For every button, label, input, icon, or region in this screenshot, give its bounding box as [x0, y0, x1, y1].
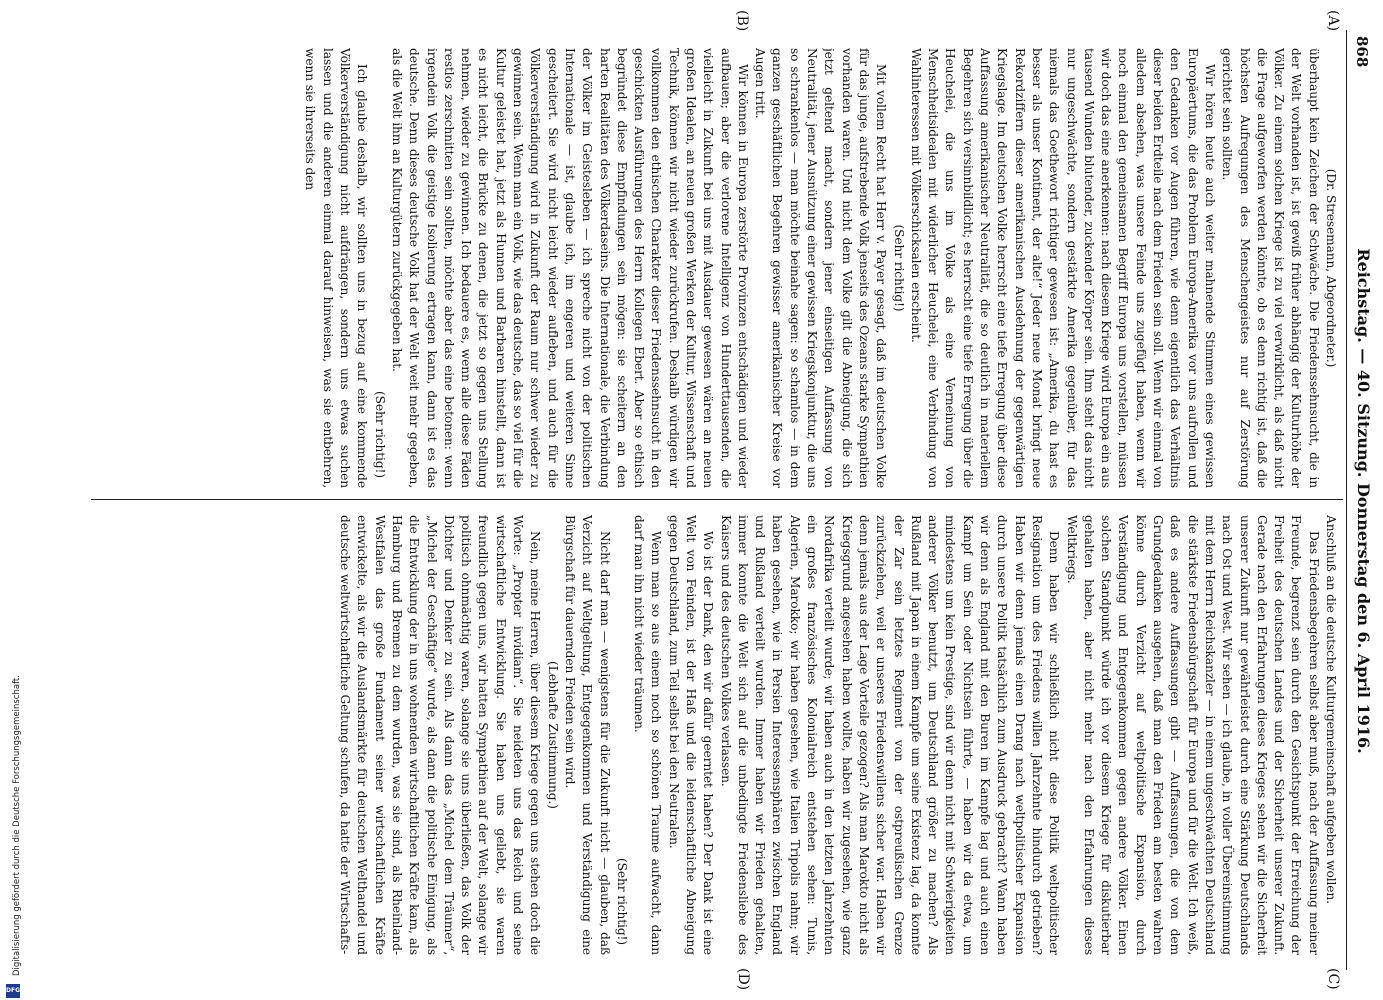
- paragraph: Das Friedensbegehren selbst aber muß, nach der Auffassung meiner Freunde, begrenzt sein durch den Gesichtspunkt der Erreichung der Freiheit des deutschen Landes und der Sicherheit unserer Zukunft. Gerade nach den Erfahrungen dieses Krieges sehen wir die Sicherheit unserer Zukunft nur gewährleistet durch eine Stärkung Deutschlands nach Ost und West. Wir sehen — ich glaube, in voller Übereinstimmung mit dem Herrn Reichskanzler — in einem ungeschwächten Deutschland die stärkste Friedensbürgschaft für Europa und für die Welt. Ich weiß, daß es andere Auffassungen gibt — Auffassungen, die von dem Grundgedanken ausgehen, daß man den Frieden am besten wahren könne durch Verzicht auf weltpolitische Expansion, durch Verständigung und Entgegenkommen gegen andere Völker. Einen solchen Standpunkt würde ich vor diesem Kriege für diskutierbar gehalten haben, aber nicht mehr nach den Erfahrungen dieses Weltkriegs.: [1064, 515, 1321, 955]
- interjection: (Lebhafte Zustimmung.): [545, 661, 560, 809]
- paragraph: überhaupt kein Zeichen der Schwäche. Die Friedenssehnsucht, die in der Welt vorhanden ist, ist gewiß früher abhängig der Kulturhöhe der Völker. Zu einem solchen Kriege ist zu viel verwirklicht, als daß nicht die Frage aufgeworfen werden könnte, ob es denn richtig ist, daß die höchsten Aufregungen des Menschengeistes nur auf Zerstörung gerichtet sein sollten.: [1220, 48, 1321, 488]
- paragraph: Wo ist der Dank, den wir dafür geerntet haben? Der Dank ist eine Welt von Feinden, ist der Haß und die leidenschaftliche Abneigung gegen Deutschland, zum Teil selbst bei den Neutralen.: [666, 515, 716, 955]
- interjection: (Sehr richtig!): [891, 224, 906, 312]
- interjection: (Sehr richtig!): [614, 857, 629, 945]
- paragraph: Denn haben wir schließlich nicht diese Politik weltpolitischer Resignation um des Friedens willen Jahrzehnte hindurch getrieben? Haben wir denn jemals einen Drang nach weltpolitischer Expansion durch unsere Politik tatsächlich zum Ausdruck gebracht? Wann haben wir denn als England mit den Buren im Kampfe lag und auch einen Kampf um Sein oder Nichtsein führte, — haben wir da etwa, um mindestens um kein Prestige, sind wir denn nicht mit Schwierigkeiten anderer Völker benutzt, um Deutschland größer zu machen? Als Rußland mit Japan in einem Kampfe um seine Existenz lag, da konnte der Zar sein letztes Regiment von der ostpreußischen Grenze zurückziehen, weil er unseres Friedenswillens sicher war. Haben wir denn jemals aus der Lage Vorteile gezogen? Als man Marokto nicht als Kriegsgrund angesehen haben wollte, haben wir zugesehen, wie ganz Nordafrika verteilt wurde; wir haben auch in den letzten Jahrzehnten ein großes französisches Kolonialreich entstehen sehen: Tunis, Algerien, Marokko; wir haben gesehen, wie Italien Tripolis nahm; wir haben gesehen, wie in Persien Interessensphären zwischen England und Rußland verteilt wurden. Immer haben wir Frieden gehalten, immer konnte die Welt sich auf die unbedingte Friedensliebe des Kaisers und des deutschen Volkes verlassen.: [718, 515, 1062, 955]
- left-column: [99, 48, 1339, 488]
- speaker-line: (Dr. Stresemann, Abgeordneter.): [1324, 168, 1338, 368]
- paragraph: Ich glaube deshalb, wir sollten uns in bezug auf eine kommende Völkerverständigung nicht aufdrängen, sondern uns etwas suchen lassen und die anderen einmal darauf hinweisen, was sie entbehren, wenn sie ihrerseits den: [303, 48, 370, 488]
- paragraph: Wir können in Europa zerstörte Provinzen entschädigen und wieder aufbauen; aber die verlorene Intelligenz von Hunderttausenden, die vielleicht in Zukunft bei uns mit Ausdauer gewesen wären an neuen großen Idealen, an neuen großen Werken der Kultur, Wissenschaft und Technik, können wir nicht wieder zurückrufen. Deshalb würdigen wir vollkommen den ethischen Charakter dieser Friedenssehnsucht in den geschickten Ausführungen des Herrn Kollegen Ebert. Aber so ethisch begründet diese Empfindungen sein mögen: sie scheitern an den harten Realitäten des Völkerdaseins. Die Internationale, die Verbindung der Völker im Geistesleben — ich spreche nicht von der politischen Internationale — ist, glaube ich, im engeren und weiteren Sinne gescheitert. Sie wird nicht leicht wieder aufleben, und auch für die Völkerverständigung wird in Zukunft der Raum nur schwer wieder zu gewinnen sein. Wenn man ein Volk, wie das deutsche, das so viel für die Kultur geleistet hat, jetzt als Hunnen und Barbaren hinstellt, dann ist es nicht leicht, die Brücke zu denen, die jetzt so gegen uns Stellung nehmen, wieder zu gewinnen. Ich bedauere es, wenn alle diese Fäden restlos zerschnitten sein sollten, möchte aber das eine betonen: wenn irgendein Volk die geistige Isolierung ertragen kann, dann ist es das deutsche. Denn dieses deutsche Volk hat der Welt weit mehr gegeben, als die Welt ihm an Kulturgütern zurückgegeben hat.: [389, 48, 750, 488]
- margin-marker-c: (C): [1325, 968, 1341, 990]
- page-title: Reichstag. — 40. Sitzung. Donnerstag den 6. April 1916.: [1354, 248, 1373, 754]
- interjection: (Sehr richtig!): [372, 390, 387, 478]
- scanned-page: [63, 0, 1383, 1000]
- funding-credit: Digitalisierung gefördert durch die Deutsche Forschungsgemeinschaft.: [12, 675, 22, 976]
- page-header: [1349, 36, 1375, 966]
- margin-marker-b: (B): [734, 10, 750, 32]
- dfg-logo-icon: DFG: [6, 984, 20, 998]
- margin-marker-d: (D): [735, 968, 751, 991]
- paragraph: Wenn man so aus einem noch so schönen Traume aufwacht, dann darf man ihn nicht wieder träumen.: [632, 515, 664, 955]
- paragraph: Nein, meine Herren, über diesem Kriege gegen uns stehen doch die Worte: „Propter invidiam“. Sie neideten uns das Reich und seine wirtschaftliche Entwicklung. Sie haben uns geliebt, sie waren freundlich gegen uns, wir hatten Sympathien auf der Welt, solange wir politisch ohnmächtig waren, solange sie uns überließen, das Volk der Dichter und Denker zu sein. Als dann das „Michel dem Träumer“, „Michel der Geschäftige“ wurde, als dann die politische Einigung, als die Entwicklung der in uns wohnenden wirtschaftlichen Kräfte kam, als Hamburg und Bremen zu dem wurden, was sie sind, als Rheinland-Westfalen das große Fundament seiner wirtschaftlichen Kräfte entwickelte, als wir die Auslandsmärkte für deutschen Welthandel und deutsche weltwirtschaftliche Geltung schufen, da hatte der Wirtschafts-: [338, 515, 543, 955]
- page-number: 868: [1353, 36, 1371, 68]
- header-rule: [1346, 30, 1347, 970]
- paragraph: Anschluß an die deutsche Kulturgemeinschaft aufgeben wollen.: [1324, 515, 1338, 904]
- right-column: [99, 515, 1339, 955]
- margin-marker-a: (A): [1325, 10, 1341, 32]
- digitization-footer: [2, 560, 32, 1000]
- paragraph: Mit vollem Recht hat Herr v. Payer gesagt, daß im deutschen Volke für das junge, aufstrebende Volk jenseits des Ozeans starke Sympathien vorhanden waren. Und nicht dem Volke gilt die Abneigung, die sich jetzt geltend macht, sondern jener einseitigen Auffassung von Neutralität, jener Ausnützung einer gewissen Kriegskonjunktur, die uns so schrankenlos — man möchte beinahe sagen: so schamlos — in dem ganzen geschäftlichen Begehren gewisser amerikanischer Kreise vor Augen tritt.: [753, 48, 889, 488]
- paragraph: Wir hören heute auch weiter mahnende Stimmen eines gewissen Europäertums, die das Problem Europa-Amerika vor uns aufrollen und den Gedanken vor Augen führen, wie denn eigentlich das Verhältnis dieser beiden Erdteile nach dem Frieden sein soll. Wenn wir einmal von alledem absehen, was unsere Feinde uns zugefügt haben, wenn wir noch einmal den gemeinsamen Begriff Europa uns vorstellen, müssen wir doch das eine anerkennen: nach diesem Kriege wird Europa ein aus tausend Wunden blutender, zuckender Körper sein. Ihm steht das nicht nur ungeschwächte, sondern gestärkte Amerika gegenüber, für das niemals das Goethewort richtiger gewesen ist: „Amerika, du hast es besser als unser Kontinent, der alte!“ Jeder neue Monat bringt neue Rekordziffern dieser amerikanischen Ausdehnung der gegenwärtigen Kriegslage. Im deutschen Volke herrscht eine tiefe Erregung über diese Auffassung amerikanischer Neutralität, die so deutlich in materiellem Begehren sich versinnbildlicht; es herrscht eine tiefe Erregung über die Heuchelei, die uns im Volke als eine Verneinung von Menschheitsidealen mit widerlicher Heuchelei, eine Verbindung von Wahlinteressen mit Völkerschicksalen erscheint.: [908, 48, 1217, 488]
- paragraph: Nicht darf man — wenigstens für die Zukunft nicht — glauben, daß Verzicht auf Weltgeltung, Entgegenkommen und Verständigung eine Bürgschaft für dauernden Frieden sein wird.: [562, 515, 612, 955]
- column-divider: [91, 499, 1343, 500]
